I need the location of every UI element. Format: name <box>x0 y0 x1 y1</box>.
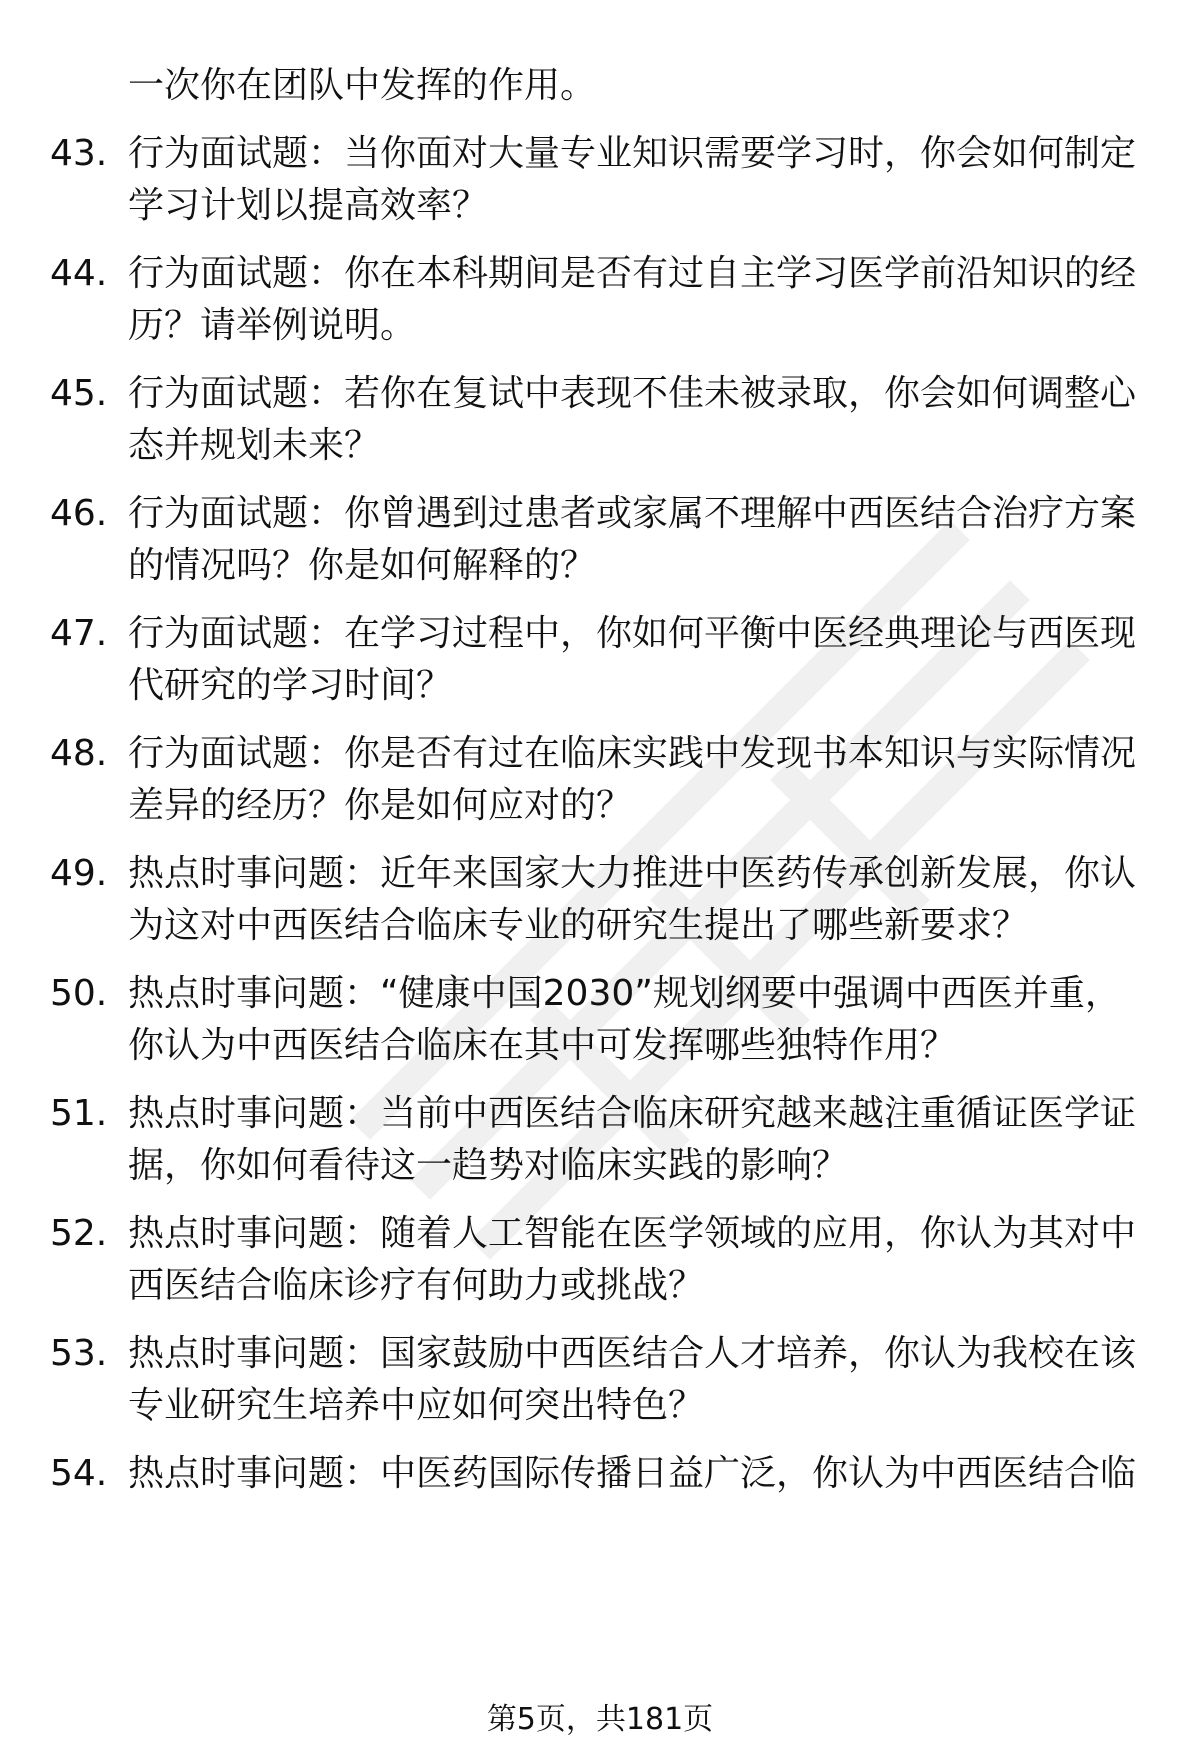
list-item <box>50 1328 1138 1432</box>
list-item <box>50 248 1138 352</box>
item-number: 46. <box>50 493 108 534</box>
item-text: 行为面试题：在学习过程中，你如何平衡中医经典理论与西医现代研究的学习时间？ <box>128 613 1137 706</box>
item-text: 热点时事问题：当前中西医结合临床研究越来越注重循证医学证据，你如何看待这一趋势对临床实践的影响？ <box>128 1093 1137 1186</box>
list-item <box>50 728 1138 832</box>
item-number: 53. <box>50 1333 108 1374</box>
list-item <box>50 128 1138 232</box>
list-item <box>50 488 1138 592</box>
list-item <box>50 848 1138 952</box>
continuation-text: 一次你在团队中发挥的作用。 <box>128 65 597 106</box>
item-number: 43. <box>50 133 108 174</box>
item-number: 50. <box>50 973 108 1014</box>
item-text: 热点时事问题：中医药国际传播日益广泛，你认为中西医结合临 <box>128 1453 1137 1494</box>
item-text: 热点时事问题：“健康中国2030”规划纲要中强调中西医并重，你认为中西医结合临床在其中可发挥哪些独特作用？ <box>128 973 1121 1066</box>
item-number: 54. <box>50 1453 108 1494</box>
list-item <box>50 968 1138 1072</box>
page-footer: 第5页，共181页 <box>486 1702 714 1737</box>
item-text: 行为面试题：若你在复试中表现不佳未被录取，你会如何调整心态并规划未来？ <box>128 373 1137 466</box>
item-number: 47. <box>50 613 108 654</box>
item-text: 热点时事问题：国家鼓励中西医结合人才培养，你认为我校在该专业研究生培养中应如何突出特色？ <box>128 1333 1137 1426</box>
item-number: 51. <box>50 1093 108 1134</box>
item-text: 行为面试题：你在本科期间是否有过自主学习医学前沿知识的经历？请举例说明。 <box>128 253 1137 346</box>
item-number: 44. <box>50 253 108 294</box>
item-text: 行为面试题：当你面对大量专业知识需要学习时，你会如何制定学习计划以提高效率？ <box>128 133 1137 226</box>
item-text: 行为面试题：你是否有过在临床实践中发现书本知识与实际情况差异的经历？你是如何应对的？ <box>128 733 1137 826</box>
item-number: 48. <box>50 733 108 774</box>
list-item <box>50 1208 1138 1312</box>
list-item <box>50 1088 1138 1192</box>
item-text: 热点时事问题：随着人工智能在医学领域的应用，你认为其对中西医结合临床诊疗有何助力或挑战？ <box>128 1213 1137 1306</box>
list-item <box>50 368 1138 472</box>
item-number: 49. <box>50 853 108 894</box>
list-item <box>50 1448 1138 1500</box>
item-number: 52. <box>50 1213 108 1254</box>
list-item <box>50 608 1138 712</box>
item-text: 热点时事问题：近年来国家大力推进中医药传承创新发展，你认为这对中西医结合临床专业的研究生提出了哪些新要求？ <box>128 853 1137 946</box>
item-text: 行为面试题：你曾遇到过患者或家属不理解中西医结合治疗方案的情况吗？你是如何解释的？ <box>128 493 1137 586</box>
item-number: 45. <box>50 373 108 414</box>
